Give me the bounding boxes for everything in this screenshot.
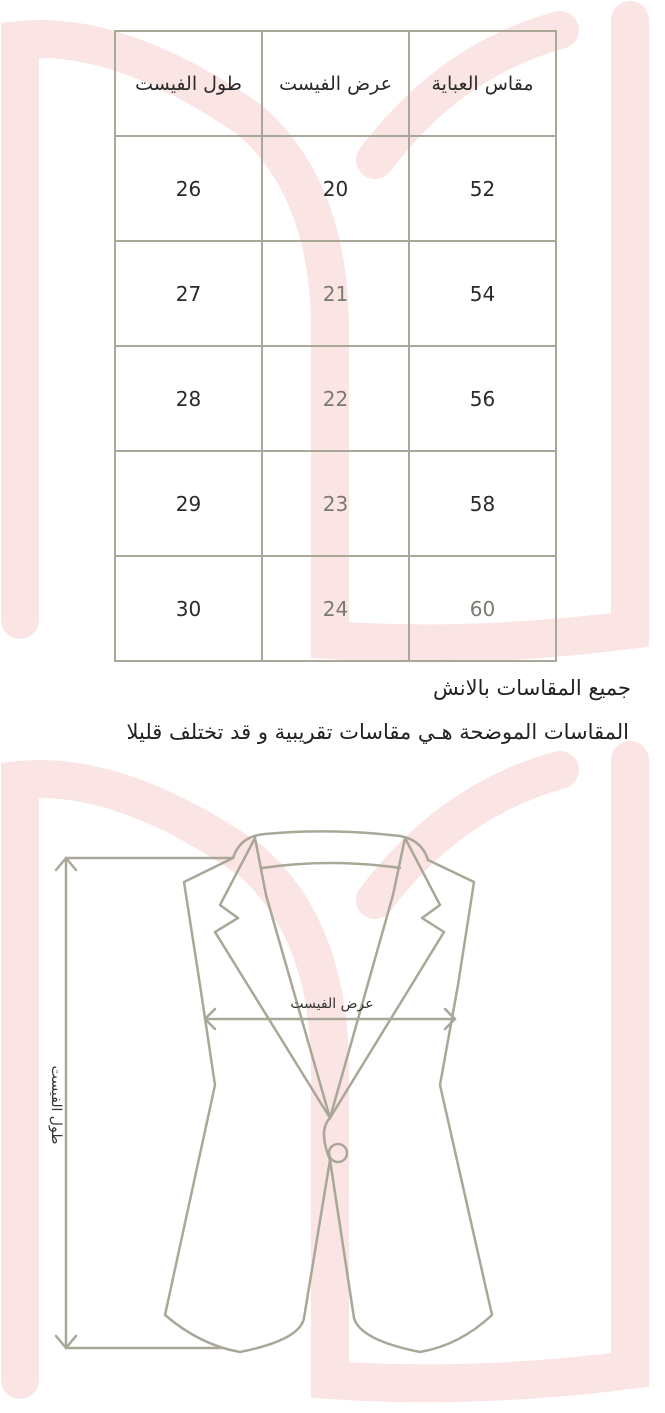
cell-abaya-size: 58 [409, 451, 556, 556]
cell-abaya-size: 54 [409, 241, 556, 346]
table-header-row [115, 31, 556, 136]
vest-button [329, 1144, 347, 1162]
units-note: جميع المقاسات بالانش [433, 676, 631, 700]
cell-vest-length: 26 [115, 136, 262, 241]
table-row [115, 346, 556, 451]
cell-vest-width: 21 [262, 241, 409, 346]
cell-vest-width: 23 [262, 451, 409, 556]
cell-vest-length: 30 [115, 556, 262, 661]
vest-left-lapel [215, 838, 330, 1118]
header-abaya-size: مقاس العباية [409, 31, 556, 136]
cell-vest-length: 27 [115, 241, 262, 346]
vest-diagram [0, 760, 665, 1413]
cell-vest-width: 24 [262, 556, 409, 661]
cell-vest-length: 29 [115, 451, 262, 556]
table-row [115, 556, 556, 661]
cell-vest-length: 28 [115, 346, 262, 451]
table-row [115, 241, 556, 346]
width-label: عرض الفيست [290, 996, 374, 1012]
cell-abaya-size: 60 [409, 556, 556, 661]
header-vest-width: عرض الفيست [262, 31, 409, 136]
vest-right-lapel [330, 838, 444, 1118]
vest-collar [233, 831, 428, 860]
cell-vest-width: 22 [262, 346, 409, 451]
size-table [114, 30, 557, 662]
disclaimer-note: المقاسات الموضحة هـي مقاسات تقريبية و قد تختلف قليلا [126, 720, 629, 744]
header-vest-length: طول الفيست [115, 31, 262, 136]
vest-right-panel [330, 860, 492, 1352]
cell-abaya-size: 52 [409, 136, 556, 241]
vest-left-panel [165, 858, 330, 1352]
length-label: طول الفيست [48, 1065, 64, 1145]
cell-vest-width: 20 [262, 136, 409, 241]
table-row [115, 136, 556, 241]
table-row [115, 451, 556, 556]
cell-abaya-size: 56 [409, 346, 556, 451]
